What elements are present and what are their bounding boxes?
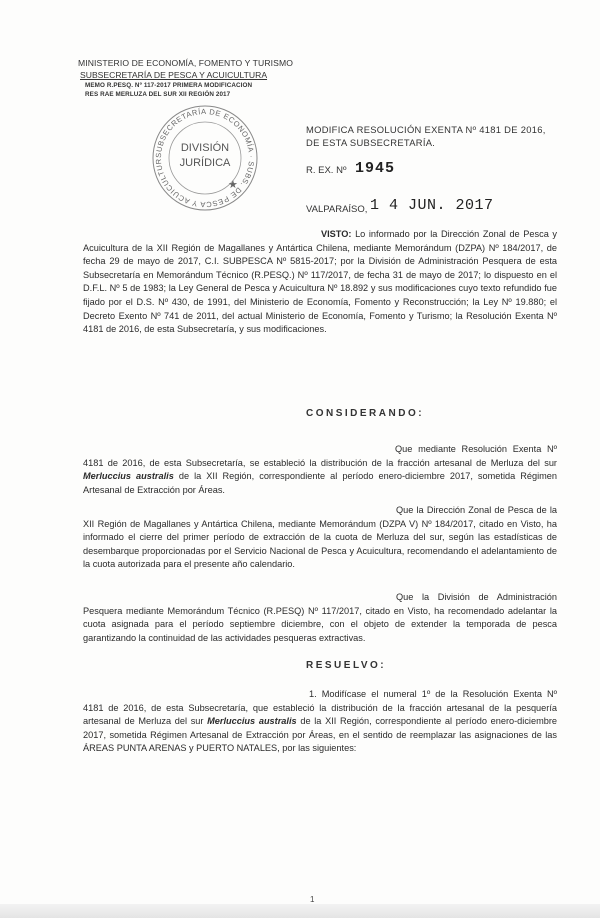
page-number: 1 bbox=[310, 895, 315, 904]
considerando-1-text-a: Que mediante Resolución Exenta Nº 4181 de 2016, de esta Subsecretaría, se estableció la distribución de la fracción artesanal de Merluza del sur bbox=[83, 444, 557, 468]
visto-paragraph bbox=[83, 228, 557, 337]
stamp-division: DIVISIÓN bbox=[180, 142, 230, 154]
subsecretaria-name: SUBSECRETARÍA DE PESCA Y ACUICULTURA bbox=[80, 70, 268, 80]
resolution-title-line2: DE ESTA SUBSECRETARÍA. bbox=[306, 137, 436, 148]
visto-text: Lo informado por la Dirección Zonal de Pesca y Acuicultura de la XII Región de Magallanes y Antártica Chilena, mediante Memorándum (DZPA) Nº 184/2017, de fecha 29 de mayo de 2017, C.I. SUBPESCA Nº 5815-2017; por la División de Administración Pesquera de esta Subsecretaría en Memorándum Técnico (R.PESQ.) Nº 117/2017, de fecha 31 de mayo de 2017; lo dispuesto en el D.F.L. Nº 5 de 1983; la Ley General de Pesca y Acuicultura Nº 18.892 y sus modificaciones cuyo texto refundido fue fijado por el D.S. Nº 430, de 1991, del Ministerio de Economía, Fomento y Reconstrucción; la Ley Nº 19.880; el Decreto Exento Nº 741 de 2011, del actual Ministerio de Economía, Fomento y Turismo; la Resolución Exenta Nº 4181 de 2016, de esta Subsecretaría, y sus modificaciones. bbox=[83, 229, 557, 335]
stamp-juridica: JURÍDICA bbox=[179, 157, 231, 169]
species-name: Merluccius australis bbox=[207, 716, 297, 727]
resuelvo-heading: RESUELVO: bbox=[306, 660, 387, 671]
division-juridica-stamp bbox=[150, 103, 260, 213]
considerando-1-text-b: de la XII Región, correspondiente al período enero-diciembre 2017, sometida Régimen Artesanal de Extracción por Áreas. bbox=[83, 471, 557, 495]
resuelvo-paragraph-1 bbox=[83, 688, 557, 756]
visto-label: VISTO: bbox=[321, 229, 352, 239]
species-name: Merluccius australis bbox=[83, 471, 174, 482]
memo-reference: MEMO R.PESQ. Nº 117-2017 PRIMERA MODIFICACION bbox=[85, 82, 253, 89]
resolution-reference: RES RAE MERLUZA DEL SUR XII REGIÓN 2017 bbox=[85, 91, 231, 98]
resuelvo-1-text-b: de la XII Región, correspondiente al período enero-diciembre 2017, sometida Régimen Artesanal de Extracción por Áreas, en el sentido de reemplazar las asignaciones de las ÁREAS PUNTA ARENAS y PUERTO NATALES, por las siguientes: bbox=[83, 716, 557, 754]
resuelvo-1-text-a: 1. Modifícase el numeral 1º de la Resolución Exenta Nº 4181 de 2016, de esta Subsecretaría, que estableció la distribución de la fracción artesanal de la pesquería artesanal de Merluza del sur bbox=[83, 689, 557, 727]
date-stamp: 1 4 JUN. 2017 bbox=[370, 197, 494, 214]
considerando-paragraph-1 bbox=[83, 443, 557, 497]
stamp-ring-text: SUBSECRETARÍA DE ECONOMÍA · SUBS. DE PESCA Y ACUICULTUR bbox=[153, 106, 257, 210]
ministry-name: MINISTERIO DE ECONOMÍA, FOMENTO Y TURISMO bbox=[78, 58, 293, 68]
considerando-heading: CONSIDERANDO: bbox=[306, 408, 425, 419]
considerando-paragraph-2: Que la Dirección Zonal de Pesca de la XII Región de Magallanes y Antártica Chilena, mediante Memorándum (DZPA V) Nº 184/2017, citado en Visto, ha informado el cierre del primer período de extracción de la cuota de Merluza del sur, según las estadísticas de desembarque proporcionadas por el Servicio Nacional de Pesca y Acuicultura, recomendando el adelantamiento de la cuota autorizada para el presente año calendario. bbox=[83, 505, 557, 570]
letterhead bbox=[78, 58, 338, 98]
resolution-title-line1: MODIFICA RESOLUCIÓN EXENTA Nº 4181 DE 2016, bbox=[306, 124, 546, 135]
considerando-paragraph-3: Que la División de Administración Pesquera mediante Memorándum Técnico (R.PESQ) Nº 117/2017, citado en Visto, ha recomendado adelantar la cuota asignada para el período septiembre diciembre, con el objeto de extender la temporada de pesca garantizando la continuidad de las actividades pesqueras extractivas. bbox=[83, 592, 557, 643]
rex-number: 1945 bbox=[355, 160, 396, 177]
scan-bottom-edge bbox=[0, 904, 600, 918]
place: VALPARAÍSO, bbox=[306, 204, 368, 215]
star-icon: ★ bbox=[228, 179, 238, 191]
stamp-center bbox=[150, 141, 260, 171]
rex-label: R. EX. Nº bbox=[306, 165, 347, 176]
